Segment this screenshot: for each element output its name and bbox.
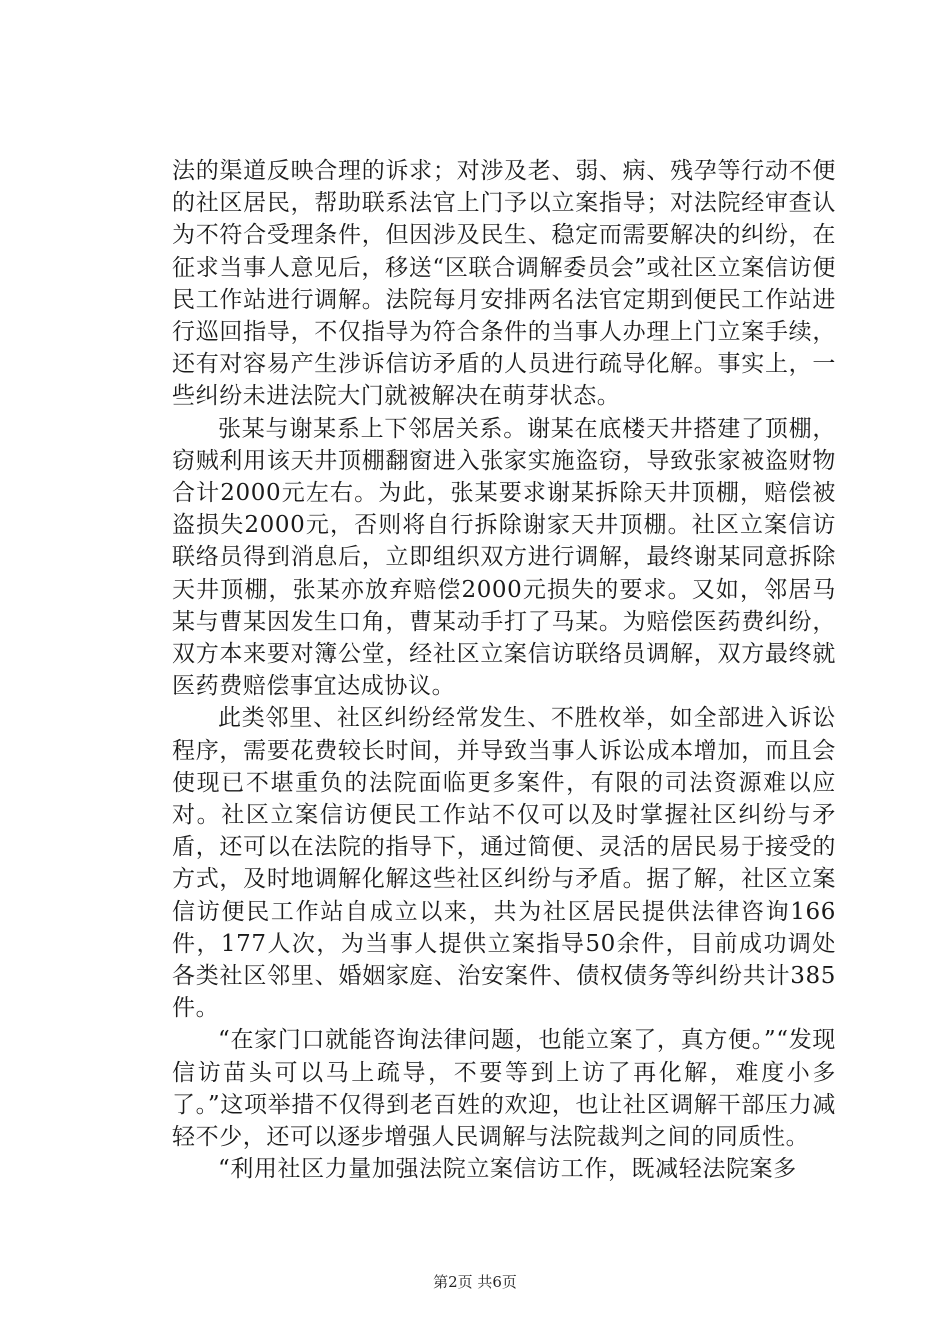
paragraph-3: 此类邻里、社区纠纷经常发生、不胜枚举，如全部进入诉讼程序，需要花费较长时间，并导致当事人诉讼成本增加，而且会使现已不堪重负的法院面临更多案件，有限的司法资源难以应对。社区立案信访便民工作站不仅可以及时掌握社区纠纷与矛盾，还可以在法院的指导下，通过简便、灵活的居民易于接受的方式，及时地调解化解这些社区纠纷与矛盾。据了解，社区立案信访便民工作站自成立以来，共为社区居民提供法律咨询166件，177人次，为当事人提供立案指导50余件，目前成功调处各类社区邻里、婚姻家庭、治安案件、债权债务等纠纷共计385件。 (172, 705, 836, 1022)
paragraph-2: 张某与谢某系上下邻居关系。谢某在底楼天井搭建了顶棚，窃贼利用该天井顶棚翻窗进入张家实施盗窃，导致张家被盗财物合计2000元左右。为此，张某要求谢某拆除天井顶棚，赔偿被盗损失2000元，否则将自行拆除谢家天井顶棚。社区立案信访联络员得到消息后，立即组织双方进行调解，最终谢某同意拆除天井顶棚，张某亦放弃赔偿2000元损失的要求。又如，邻居马某与曹某因发生口角，曹某动手打了马某。为赔偿医药费纠纷，双方本来要对簿公堂，经社区立案信访联络员调解，双方最终就医药费赔偿事宜达成协议。 (172, 415, 836, 700)
paragraph-5: “利用社区力量加强法院立案信访工作，既减轻法院案多 (218, 1156, 797, 1183)
body-text (172, 155, 836, 1186)
paragraph-1: 法的渠道反映合理的诉求；对涉及老、弱、病、残孕等行动不便的社区居民，帮助联系法官上门予以立案指导；对法院经审查认为不符合受理条件，但因涉及民生、稳定而需要解决的纠纷，在征求当事人意见后，移送“区联合调解委员会”或社区立案信访便民工作站进行调解。法院每月安排两名法官定期到便民工作站进行巡回指导，不仅指导为符合条件的当事人办理上门立案手续，还有对容易产生涉诉信访矛盾的人员进行疏导化解。事实上，一些纠纷未进法院大门就被解决在萌芽状态。 (172, 158, 836, 410)
paragraph-4: “在家门口就能咨询法律问题，也能立案了，真方便。”“发现信访苗头可以马上疏导，不要等到上访了再化解，难度小多了。”这项举措不仅得到老百姓的欢迎，也让社区调解干部压力减轻不少，还可以逐步增强人民调解与法院裁判之间的同质性。 (172, 1027, 836, 1151)
page-footer: 第2页 共6页 (433, 1273, 517, 1291)
